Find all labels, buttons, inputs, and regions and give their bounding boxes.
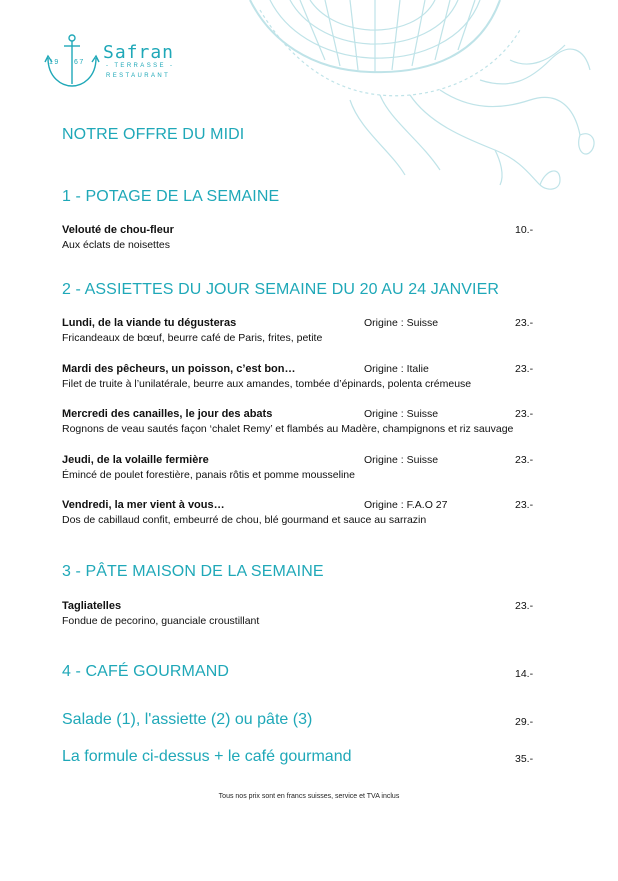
menu-item-name: Jeudi, de la volaille fermière (62, 454, 209, 466)
footer-note: Tous nos prix sont en francs suisses, service et TVA inclus (218, 793, 400, 800)
menu-item-desc: Émincé de poulet forestière, panais rôtis et pomme mousseline (62, 469, 355, 481)
menu-item-name: Mercredi des canailles, le jour des abats (62, 408, 273, 420)
formule-line: La formule ci-dessus + le café gourmand (62, 748, 352, 765)
formule-price: 29.- (515, 716, 534, 728)
logo-year-start: 19 (49, 59, 60, 66)
menu-item-desc: Rognons de veau sautés façon ‘chalet Remy’ et flambés au Madère, champignons et riz sauvage (62, 423, 514, 435)
pate-item-desc: Fondue de pecorino, guanciale croustillant (62, 615, 260, 627)
menu-item-origin: Origine : Suisse (364, 408, 439, 420)
menu-item-origin: Origine : Suisse (364, 454, 439, 466)
cafe-price: 14.- (515, 668, 534, 680)
menu-item-origin: Origine : Italie (364, 363, 429, 375)
menu-item-name: Mardi des pêcheurs, un poisson, c’est bon… (62, 363, 296, 375)
menu-item-origin: Origine : Suisse (364, 317, 439, 329)
menu-item-name: Lundi, de la viande tu dégusteras (62, 317, 237, 329)
section-title-cafe: 4 - CAFÉ GOURMAND (62, 663, 230, 680)
menu-item-price: 23.- (515, 363, 534, 375)
logo-year-end: 67 (74, 59, 85, 66)
menu-item-price: 23.- (515, 317, 534, 329)
logo-name: Safran (103, 42, 175, 63)
menu-item-name: Vendredi, la mer vient à vous… (62, 499, 225, 511)
pate-item-name: Tagliatelles (62, 600, 122, 612)
logo-subtitle-restaurant: RESTAURANT (106, 73, 171, 79)
menu-item-desc: Dos de cabillaud confit, embeurré de chou, blé gourmand et sauce au sarrazin (62, 514, 427, 526)
menu-item-origin: Origine : F.A.O 27 (364, 499, 448, 511)
formule-line: Salade (1), l'assiette (2) ou pâte (3) (62, 711, 313, 728)
section-title-potage: 1 - POTAGE DE LA SEMAINE (62, 188, 280, 205)
potage-item-desc: Aux éclats de noisettes (62, 239, 170, 251)
jellyfish-illustration (230, 0, 618, 200)
page-title: NOTRE OFFRE DU MIDI (62, 126, 245, 143)
menu-item-price: 23.- (515, 454, 534, 466)
formule-price: 35.- (515, 753, 534, 765)
menu-item-price: 23.- (515, 499, 534, 511)
potage-item-price: 10.- (515, 224, 534, 236)
potage-item-name: Velouté de chou-fleur (62, 224, 174, 236)
menu-item-price: 23.- (515, 408, 534, 420)
section-title-pate: 3 - PÂTE MAISON DE LA SEMAINE (62, 563, 324, 580)
pate-item-price: 23.- (515, 600, 534, 612)
logo-subtitle-terrasse: - TERRASSE - (106, 63, 175, 69)
menu-item-desc: Fricandeaux de bœuf, beurre café de Paris, frites, petite (62, 332, 323, 344)
menu-item-desc: Filet de truite à l’unilatérale, beurre aux amandes, tombée d’épinards, polenta crémeuse (62, 378, 472, 390)
section-title-assiettes: 2 - ASSIETTES DU JOUR SEMAINE DU 20 AU 24 JANVIER (62, 281, 500, 298)
